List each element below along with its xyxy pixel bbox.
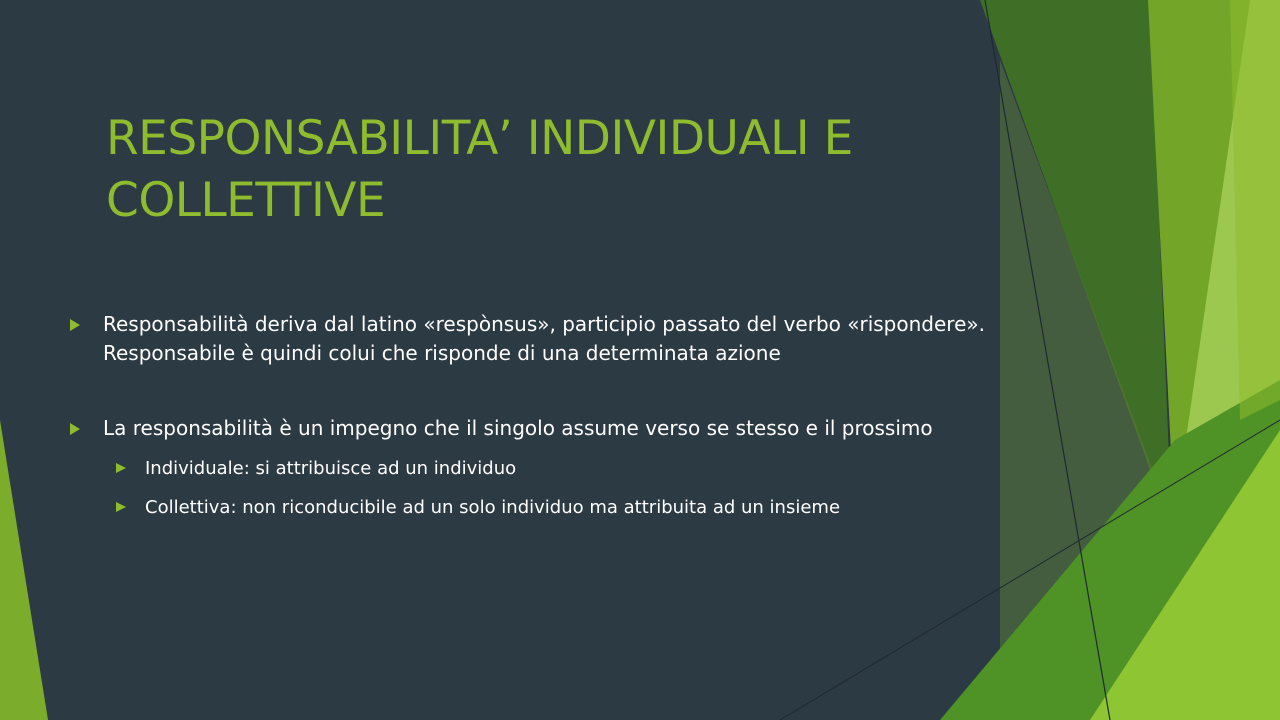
sub-bullet-item <box>108 495 1066 521</box>
bullet-text-line: Responsabilità deriva dal latino «respònsus», participio passato del verbo «rispondere». <box>103 312 985 336</box>
sub-bullet-arrow-icon <box>116 463 126 473</box>
left-green-sliver <box>0 420 48 720</box>
sub-bullet-arrow-icon <box>116 502 126 512</box>
bullet-text-line: Responsabile è quindi colui che risponde di una determinata azione <box>103 341 781 365</box>
slide-title <box>106 108 926 232</box>
slide-body <box>66 310 1066 521</box>
bullet-arrow-icon <box>70 319 80 331</box>
bullet-item <box>66 310 1066 368</box>
title-line-1: RESPONSABILITA’ INDIVIDUALI E <box>106 111 853 166</box>
sub-bullet-item <box>108 456 1066 482</box>
title-line-2: COLLETTIVE <box>106 173 386 228</box>
bullet-arrow-icon <box>70 423 80 435</box>
sub-bullet-text: Collettiva: non riconducibile ad un solo individuo ma attribuita ad un insieme <box>145 497 841 518</box>
bullet-text-line: La responsabilità è un impegno che il singolo assume verso se stesso e il prossimo <box>103 416 933 440</box>
sub-bullet-text: Individuale: si attribuisce ad un individuo <box>145 458 517 479</box>
bullet-item <box>66 414 1066 443</box>
